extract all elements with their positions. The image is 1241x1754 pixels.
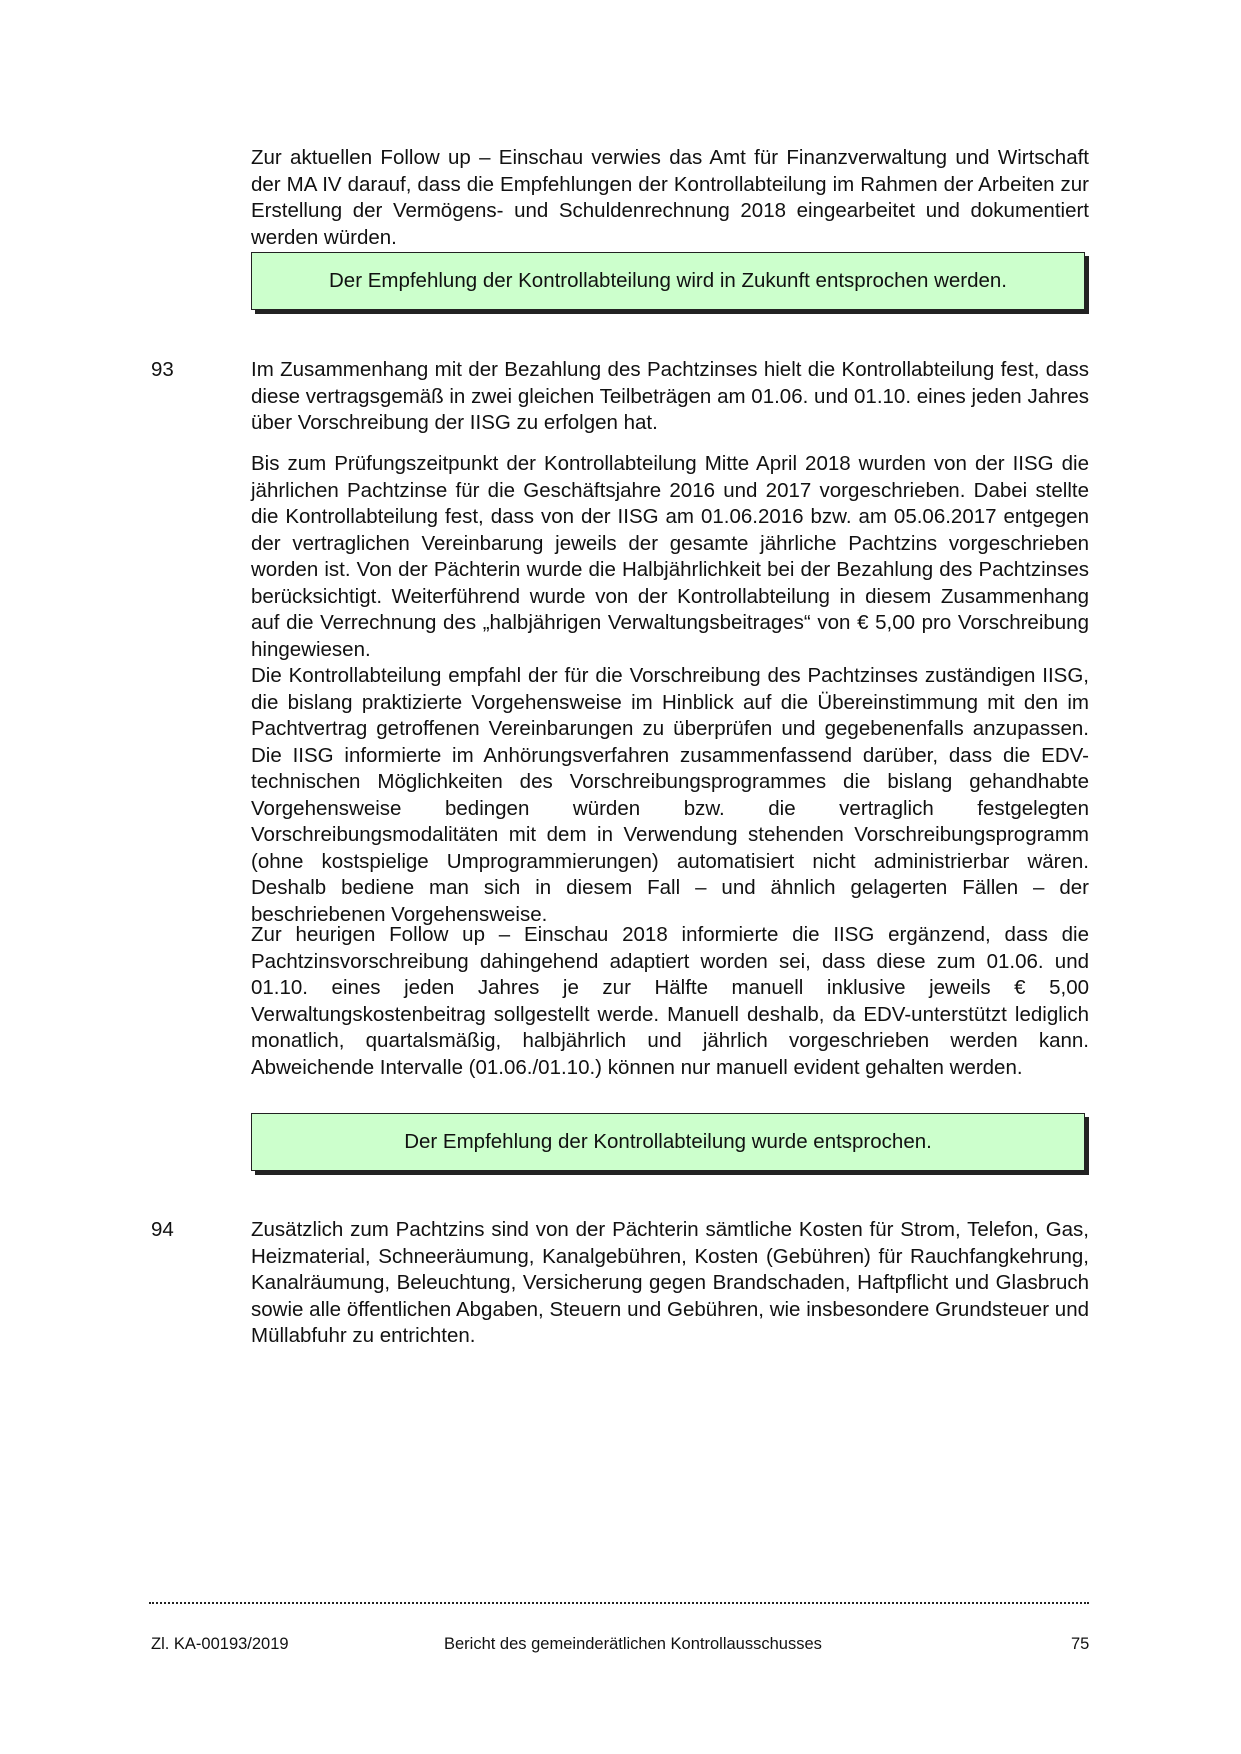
section-93-paragraph-1: Im Zusammenhang mit der Bezahlung des Pachtzinses hielt die Kontrollabteilung fest, dass diese vertragsgemäß in zwei gleichen Teilbeträgen am 01.06. und 01.10. eines jeden Jahres über Vorschreibung der IISG zu erfolgen hat. bbox=[251, 358, 1089, 434]
footer-reference: Zl. KA-00193/2019 bbox=[151, 1635, 289, 1653]
section-93-paragraph-4: Zur heurigen Follow up – Einschau 2018 informierte die IISG ergänzend, dass die Pachtzinsvorschreibung dahingehend adaptiert worden sei, dass diese zum 01.06. und 01.10. eines jeden Jahres je zur Hälfte manuell inklusive jeweils € 5,00 Verwaltungskostenbeitrag sollgestellt werde. Manuell deshalb, da EDV-unterstützt lediglich monatlich, quartalsmäßig, halbjährlich und jährlich vorgeschrieben werden kann. Abweichende Intervalle (01.06./01.10.) können nur manuell evident gehalten werden. bbox=[251, 923, 1089, 1079]
section-93-paragraph-2: Bis zum Prüfungszeitpunkt der Kontrollabteilung Mitte April 2018 wurden von der IISG die jährlichen Pachtzinse für die Geschäftsjahre 2016 und 2017 vorgeschrieben. Dabei stellte die Kontrollabteilung fest, dass von der IISG am 01.06.2016 bzw. am 05.06.2017 entgegen der vertraglichen Vereinbarung jeweils der gesamte jährliche Pachtzins vorgeschrieben worden ist. Von der Pächterin wurde die Halbjährlichkeit bei der Bezahlung des Pachtzinses berücksichtigt. Weiterführend wurde von der Kontrollabteilung in diesem Zusammenhang auf die Verrechnung des „halbjährigen Verwaltungsbeitrages“ von € 5,00 pro Vorschreibung hingewiesen. bbox=[251, 452, 1089, 661]
section-number-93: 93 bbox=[151, 358, 174, 381]
section-number-94: 94 bbox=[151, 1218, 174, 1241]
intro-paragraph: Zur aktuellen Follow up – Einschau verwies das Amt für Finanzverwaltung und Wirtschaft der MA IV darauf, dass die Empfehlungen der Kontrollabteilung im Rahmen der Arbeiten zur Erstellung der Vermögens- und Schuldenrechnung 2018 eingearbeitet und dokumentiert werden würden. bbox=[251, 146, 1089, 249]
recommendation-box-future bbox=[251, 252, 1085, 310]
section-93-paragraph-3: Die Kontrollabteilung empfahl der für die Vorschreibung des Pachtzinses zuständigen IISG, die bislang praktizierte Vorgehensweise im Hinblick auf die Übereinstimmung mit den im Pachtvertrag getroffenen Vereinbarungen zu überprüfen und gegebenenfalls anzupassen. Die IISG informierte im Anhörungsverfahren zusammenfassend darüber, dass die EDV-technischen Möglichkeiten des Vorschreibungsprogrammes die bislang gehandhabte Vorgehensweise bedingen würden bzw. die vertraglich festgelegten Vorschreibungsmodalitäten mit dem in Verwendung stehenden Vorschreibungsprogramm (ohne kostspielige Umprogrammierungen) automatisiert nicht administrierbar wären. Deshalb bediene man sich in diesem Fall – und ähnlich gelagerten Fällen – der beschriebenen Vorgehensweise. bbox=[251, 664, 1089, 926]
recommendation-box-text: Der Empfehlung der Kontrollabteilung wird in Zukunft entsprochen werden. bbox=[328, 269, 1008, 292]
footer-divider bbox=[149, 1602, 1089, 1604]
recommendation-box-text: Der Empfehlung der Kontrollabteilung wurde entsprochen. bbox=[404, 1130, 932, 1153]
page-number: 75 bbox=[1071, 1635, 1090, 1653]
recommendation-box-fulfilled bbox=[251, 1113, 1085, 1171]
footer-title: Bericht des gemeinderätlichen Kontrollausschusses bbox=[444, 1635, 822, 1653]
section-94-paragraph-1: Zusätzlich zum Pachtzins sind von der Pächterin sämtliche Kosten für Strom, Telefon, Gas, Heizmaterial, Schneeräumung, Kanalgebühren, Kosten (Gebühren) für Rauchfangkehrung, Kanalräumung, Beleuchtung, Versicherung gegen Brandschaden, Haftpflicht und Glasbruch sowie alle öffentlichen Abgaben, Steuern und Gebühren, wie insbesondere Grundsteuer und Müllabfuhr zu entrichten. bbox=[251, 1218, 1089, 1347]
